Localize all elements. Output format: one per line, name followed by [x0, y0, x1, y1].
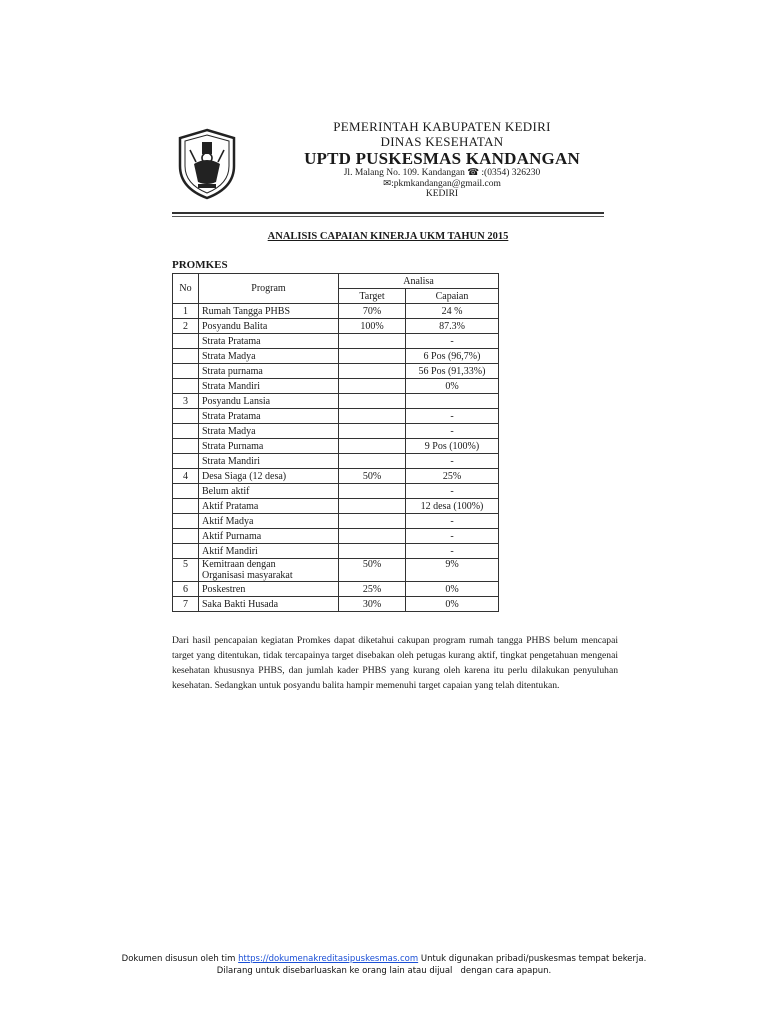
- table-row: [173, 364, 499, 379]
- cell-target: 30%: [339, 597, 406, 612]
- cell-program: Rumah Tangga PHBS: [199, 304, 339, 319]
- cell-capaian: -: [406, 454, 499, 469]
- kediri-regency-crest-icon: [176, 128, 238, 200]
- cell-no: [173, 349, 199, 364]
- cell-no: 6: [173, 582, 199, 597]
- cell-capaian: 87.3%: [406, 319, 499, 334]
- cell-capaian: -: [406, 514, 499, 529]
- header-capaian: Capaian: [406, 289, 499, 304]
- cell-no: [173, 529, 199, 544]
- header-analisa: Analisa: [339, 274, 499, 289]
- cell-capaian: 25%: [406, 469, 499, 484]
- cell-program: Belum aktif: [199, 484, 339, 499]
- letterhead-city: KEDIRI: [425, 189, 459, 200]
- cell-capaian: 24 %: [406, 304, 499, 319]
- footer-line2: Dilarang untuk disebarluaskan ke orang lain atau dijual dengan cara apapun.: [216, 966, 552, 976]
- cell-program: Aktif Madya: [199, 514, 339, 529]
- cell-capaian: -: [406, 484, 499, 499]
- cell-program: Desa Siaga (12 desa): [199, 469, 339, 484]
- cell-capaian: 0%: [406, 597, 499, 612]
- cell-target: [339, 484, 406, 499]
- cell-no: 4: [173, 469, 199, 484]
- cell-program: Posyandu Balita: [199, 319, 339, 334]
- cell-capaian: 6 Pos (96,7%): [406, 349, 499, 364]
- cell-program: Saka Bakti Husada: [199, 597, 339, 612]
- table-row: [173, 529, 499, 544]
- footer: [0, 953, 768, 977]
- table-row: [173, 409, 499, 424]
- cell-no: [173, 499, 199, 514]
- table-row: [173, 597, 499, 612]
- cell-no: 2: [173, 319, 199, 334]
- cell-capaian: [406, 394, 499, 409]
- cell-target: [339, 379, 406, 394]
- letterhead-email: ✉:pkmkandangan@gmail.com: [383, 178, 501, 189]
- cell-program: Strata Pratama: [199, 334, 339, 349]
- cell-no: [173, 409, 199, 424]
- cell-no: [173, 439, 199, 454]
- table-row: [173, 304, 499, 319]
- header-target: Target: [339, 289, 406, 304]
- cell-no: [173, 334, 199, 349]
- table-row: [173, 499, 499, 514]
- section-label: PROMKES: [172, 259, 228, 271]
- cell-target: 50%: [339, 469, 406, 484]
- cell-capaian: 0%: [406, 379, 499, 394]
- cell-target: [339, 454, 406, 469]
- document-title: ANALISIS CAPAIAN KINERJA UKM TAHUN 2015: [267, 231, 509, 242]
- cell-program: Strata Pratama: [199, 409, 339, 424]
- cell-program: Aktif Mandiri: [199, 544, 339, 559]
- cell-no: [173, 424, 199, 439]
- letterhead-divider: [172, 212, 604, 214]
- cell-target: [339, 424, 406, 439]
- cell-program: [199, 559, 339, 582]
- table-row: [173, 349, 499, 364]
- table-row: [173, 544, 499, 559]
- table-row: [173, 582, 499, 597]
- cell-target: 50%: [339, 559, 406, 582]
- cell-target: 25%: [339, 582, 406, 597]
- header-program: Program: [199, 274, 339, 304]
- footer-prefix: Dokumen disusun oleh tim: [121, 954, 239, 964]
- cell-no: [173, 364, 199, 379]
- cell-program: Strata Madya: [199, 349, 339, 364]
- cell-target: [339, 349, 406, 364]
- cell-capaian: 56 Pos (91,33%): [406, 364, 499, 379]
- cell-target: 100%: [339, 319, 406, 334]
- table-row: [173, 559, 499, 582]
- cell-capaian: -: [406, 529, 499, 544]
- footer-suffix: Untuk digunakan pribadi/puskesmas tempat bekerja.: [418, 954, 647, 964]
- cell-target: [339, 394, 406, 409]
- letterhead-department: DINAS KESEHATAN: [380, 133, 504, 149]
- cell-capaian: 0%: [406, 582, 499, 597]
- cell-capaian: -: [406, 544, 499, 559]
- cell-target: [339, 529, 406, 544]
- table-row: [173, 319, 499, 334]
- cell-target: [339, 409, 406, 424]
- cell-program: Strata Mandiri: [199, 454, 339, 469]
- cell-no: 1: [173, 304, 199, 319]
- cell-no: [173, 484, 199, 499]
- cell-program-line1: Kemitraan dengan: [202, 559, 276, 570]
- cell-no: [173, 514, 199, 529]
- cell-target: 70%: [339, 304, 406, 319]
- table-row: [173, 394, 499, 409]
- analysis-paragraph: Dari hasil pencapaian kegiatan Promkes dapat diketahui cakupan program rumah tangga PHBS belum mencapai target yang ditentukan, tidak tercapainya target disebakan oleh petugas kurang aktif, tingkat pengetahuan mengenai kesehatan khususnya PHBS, dan jumlah kader PHBS yang kurang oleh karena itu perlu dilakukan penyuluhan kesehatan. Sedangkan untuk posyandu balita hampir memenuhi target capaian yang telah ditentukan.: [172, 635, 618, 691]
- table-row: [173, 424, 499, 439]
- cell-program: Strata purnama: [199, 364, 339, 379]
- cell-capaian: 9 Pos (100%): [406, 439, 499, 454]
- table-row: [173, 469, 499, 484]
- cell-program: Aktif Purnama: [199, 529, 339, 544]
- cell-program: Strata Mandiri: [199, 379, 339, 394]
- cell-no: [173, 379, 199, 394]
- cell-program: Poskestren: [199, 582, 339, 597]
- letterhead-institution: UPTD PUSKESMAS KANDANGAN: [304, 149, 580, 169]
- letterhead-text: [282, 120, 602, 200]
- cell-no: [173, 544, 199, 559]
- letterhead: [172, 120, 602, 212]
- letterhead-government: PEMERINTAH KABUPATEN KEDIRI: [333, 119, 551, 134]
- table-row: [173, 514, 499, 529]
- cell-capaian: 9%: [406, 559, 499, 582]
- table-row: [173, 379, 499, 394]
- cell-target: [339, 514, 406, 529]
- cell-program: Aktif Pratama: [199, 499, 339, 514]
- cell-program: Posyandu Lansia: [199, 394, 339, 409]
- cell-capaian: -: [406, 424, 499, 439]
- cell-target: [339, 544, 406, 559]
- cell-target: [339, 364, 406, 379]
- cell-no: 7: [173, 597, 199, 612]
- table-body: [173, 304, 499, 612]
- cell-program: Strata Madya: [199, 424, 339, 439]
- table-row: [173, 334, 499, 349]
- cell-target: [339, 499, 406, 514]
- cell-no: [173, 454, 199, 469]
- letterhead-address: Jl. Malang No. 109. Kandangan ☎ :(0354) 326230: [343, 168, 541, 179]
- cell-capaian: 12 desa (100%): [406, 499, 499, 514]
- cell-target: [339, 439, 406, 454]
- header-no: No: [173, 274, 199, 304]
- letterhead-divider-thin: [172, 216, 604, 217]
- cell-program-line2: Organisasi masyarakat: [202, 570, 293, 581]
- footer-link[interactable]: https://dokumenakreditasipuskesmas.com: [238, 954, 419, 964]
- cell-no: 5: [173, 559, 199, 582]
- cell-capaian: -: [406, 409, 499, 424]
- table-row: [173, 454, 499, 469]
- cell-program: Strata Purnama: [199, 439, 339, 454]
- table-row: [173, 439, 499, 454]
- table-row: [173, 484, 499, 499]
- cell-target: [339, 334, 406, 349]
- analysis-table: [172, 273, 499, 612]
- footer-line1: [0, 953, 768, 965]
- cell-no: 3: [173, 394, 199, 409]
- cell-capaian: -: [406, 334, 499, 349]
